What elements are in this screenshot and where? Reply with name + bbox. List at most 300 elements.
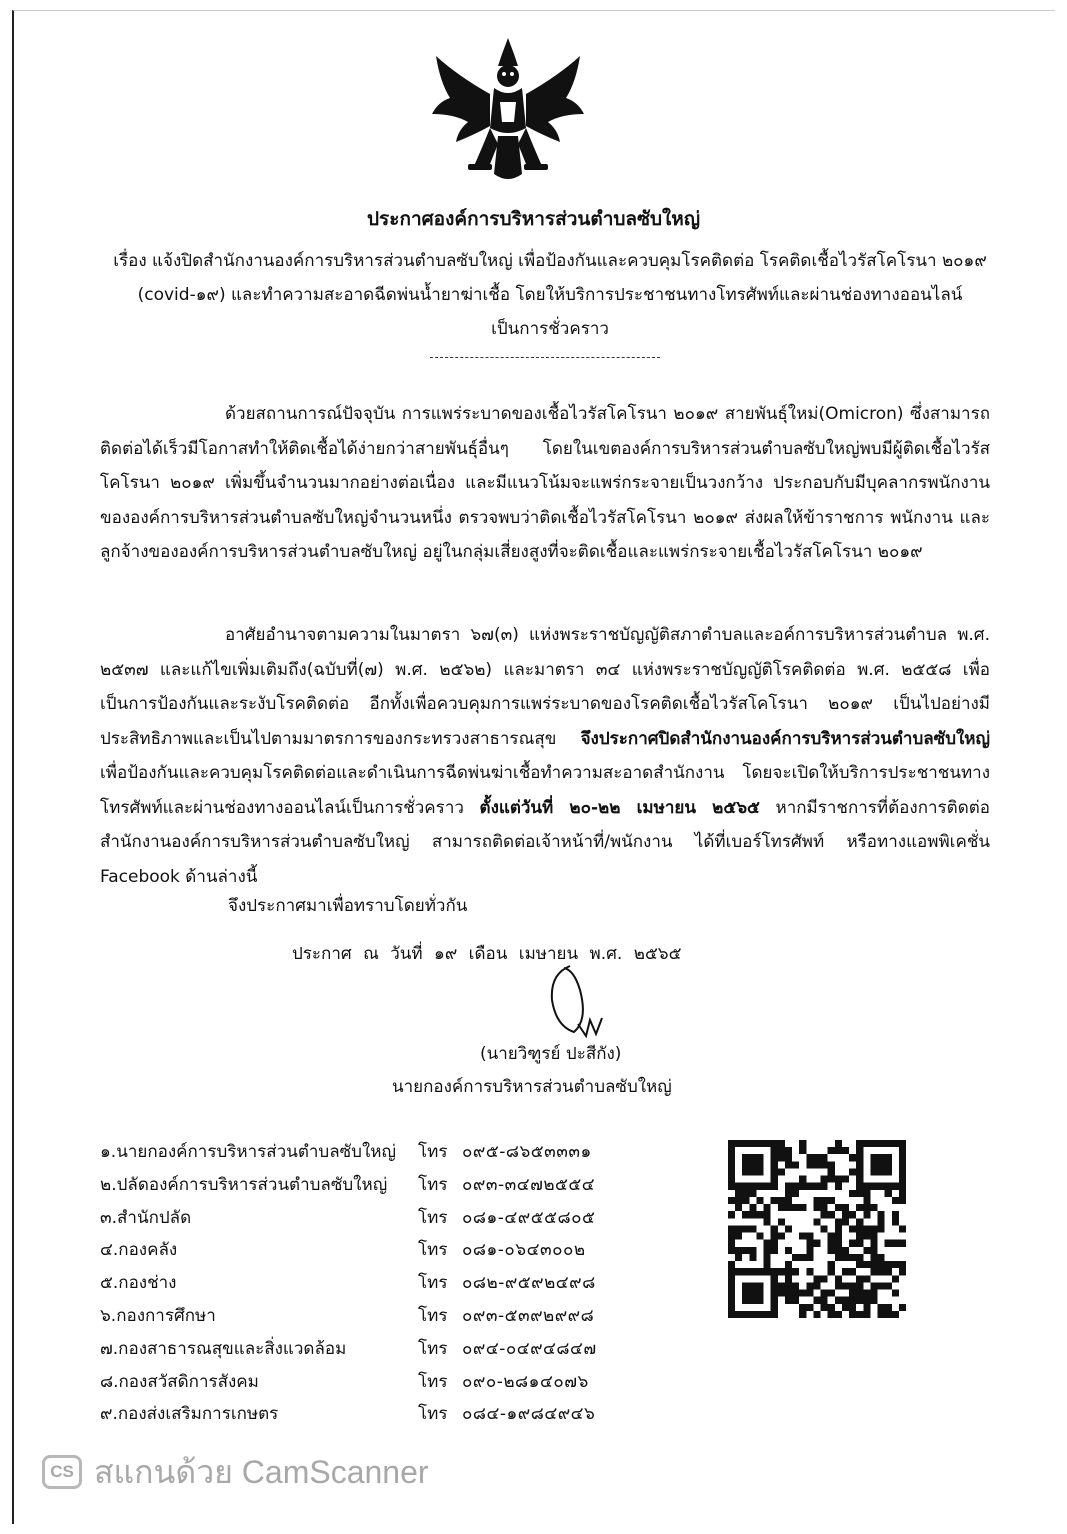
qr-module — [749, 1190, 756, 1197]
qr-module — [899, 1261, 906, 1268]
qr-module — [742, 1183, 749, 1190]
qr-module — [878, 1268, 885, 1275]
qr-module — [856, 1168, 863, 1175]
qr-module — [885, 1304, 892, 1311]
qr-module — [856, 1161, 863, 1168]
qr-module — [870, 1282, 877, 1289]
qr-module — [863, 1190, 870, 1197]
garuda-emblem-icon — [428, 36, 588, 186]
qr-module — [842, 1218, 849, 1225]
qr-module — [778, 1154, 785, 1161]
qr-module — [813, 1197, 820, 1204]
qr-module — [771, 1197, 778, 1204]
qr-module — [806, 1247, 813, 1254]
contact-phone: ๐๙๓-๕๓๙๒๙๙๘ — [462, 1305, 595, 1326]
qr-module — [785, 1247, 792, 1254]
qr-module — [885, 1154, 892, 1161]
qr-module — [771, 1247, 778, 1254]
qr-module — [771, 1161, 778, 1168]
qr-module — [785, 1154, 792, 1161]
qr-module — [856, 1275, 863, 1282]
paragraph-authority-text-3: หากมีราชการที่ต้องการติดต่อสำนักงานองค์การบริหารส่วนตำบลซับใหญ่ สามารถติดต่อเจ้าหน้าที่/พนักงาน ได้ที่เบอร์โทรศัพท์ หรือทางแอพพิเคชั่น Facebook ด้านล่างนี้ — [100, 797, 990, 887]
qr-module — [728, 1275, 735, 1282]
qr-module — [728, 1233, 735, 1240]
qr-module — [735, 1247, 742, 1254]
qr-module — [764, 1204, 771, 1211]
qr-module — [849, 1297, 856, 1304]
qr-module — [764, 1140, 771, 1147]
qr-module — [742, 1190, 749, 1197]
qr-module — [735, 1190, 742, 1197]
contact-tel-label: โทร — [418, 1404, 448, 1425]
qr-module — [892, 1290, 899, 1297]
qr-module — [892, 1240, 899, 1247]
qr-module — [778, 1197, 785, 1204]
contact-name: ๘.กองสวัสดิการสังคม — [100, 1371, 259, 1392]
qr-module — [856, 1282, 863, 1289]
qr-module — [806, 1268, 813, 1275]
contact-tel-label: โทร — [418, 1371, 448, 1392]
qr-module — [821, 1197, 828, 1204]
qr-module — [878, 1261, 885, 1268]
qr-module — [870, 1183, 877, 1190]
qr-module — [828, 1240, 835, 1247]
qr-module — [764, 1261, 771, 1268]
qr-module — [821, 1183, 828, 1190]
qr-module — [885, 1240, 892, 1247]
qr-module — [806, 1282, 813, 1289]
qr-module — [842, 1211, 849, 1218]
qr-module — [828, 1147, 835, 1154]
qr-module — [856, 1225, 863, 1232]
qr-module — [856, 1218, 863, 1225]
qr-module — [735, 1254, 742, 1261]
contact-phone: ๐๙๔-๐๔๙๔๘๔๗ — [462, 1338, 597, 1359]
qr-module — [835, 1311, 842, 1318]
contact-name: ๒.ปลัดองค์การบริหารส่วนตำบลซับใหญ่ — [100, 1174, 388, 1195]
qr-module — [899, 1176, 906, 1183]
qr-module — [863, 1225, 870, 1232]
qr-module — [870, 1268, 877, 1275]
qr-module — [771, 1147, 778, 1154]
qr-module — [749, 1154, 756, 1161]
qr-module — [856, 1154, 863, 1161]
qr-module — [878, 1168, 885, 1175]
qr-module — [856, 1183, 863, 1190]
qr-module — [806, 1183, 813, 1190]
qr-module — [885, 1183, 892, 1190]
qr-module — [771, 1268, 778, 1275]
contact-row — [100, 1400, 620, 1433]
qr-module — [849, 1168, 856, 1175]
qr-module — [778, 1290, 785, 1297]
announcement-subject: เรื่อง แจ้งปิดสำนักงานองค์การบริหารส่วนตำบลซับใหญ่ เพื่อป้องกันและควบคุมโรคติดต่อ โรคติดเชื้อไวรัสโคโรนา ๒๐๑๙ (covid-๑๙) และทำความสะอาดฉีดพ่นน้ำยาฆ่าเชื้อ โดยให้บริการประชาชนทางโทรศัพท์และผ่านช่องทางออนไลน์ เป็นการชั่วคราว — [113, 251, 987, 339]
qr-module — [749, 1311, 756, 1318]
qr-module — [785, 1225, 792, 1232]
camscanner-watermark — [42, 1452, 429, 1492]
qr-module — [863, 1247, 870, 1254]
qr-module — [735, 1204, 742, 1211]
qr-module — [742, 1297, 749, 1304]
qr-module — [735, 1197, 742, 1204]
qr-module — [885, 1311, 892, 1318]
qr-module — [813, 1154, 820, 1161]
qr-module — [899, 1183, 906, 1190]
qr-module — [749, 1268, 756, 1275]
qr-module — [799, 1176, 806, 1183]
closing-line: จึงประกาศมาเพื่อทราบโดยทั่วกัน — [228, 896, 468, 916]
qr-module — [756, 1297, 763, 1304]
qr-module — [856, 1147, 863, 1154]
qr-module — [742, 1197, 749, 1204]
qr-module — [849, 1190, 856, 1197]
qr-module — [742, 1268, 749, 1275]
contact-phone: ๐๙๐-๒๘๑๔๐๗๖ — [462, 1371, 589, 1392]
signer-name: (นายวิฑูรย์ ปะสีกัง) — [480, 1044, 622, 1064]
qr-module — [756, 1197, 763, 1204]
camscanner-watermark-text: สแกนด้วย CamScanner — [94, 1453, 429, 1490]
qr-module — [892, 1261, 899, 1268]
qr-module — [742, 1282, 749, 1289]
contact-row — [100, 1204, 620, 1237]
qr-module — [821, 1297, 828, 1304]
contact-row — [100, 1171, 620, 1204]
qr-module — [849, 1311, 856, 1318]
qr-module — [856, 1190, 863, 1197]
contact-name: ๖.กองการศึกษา — [100, 1305, 216, 1326]
qr-module — [835, 1218, 842, 1225]
qr-module — [764, 1211, 771, 1218]
qr-module — [899, 1197, 906, 1204]
qr-module — [735, 1140, 742, 1147]
qr-module — [735, 1233, 742, 1240]
qr-module — [778, 1268, 785, 1275]
qr-module — [756, 1140, 763, 1147]
qr-module — [870, 1154, 877, 1161]
qr-module — [771, 1183, 778, 1190]
qr-module — [742, 1311, 749, 1318]
qr-module — [749, 1290, 756, 1297]
qr-module — [870, 1161, 877, 1168]
qr-module — [849, 1225, 856, 1232]
qr-module — [785, 1268, 792, 1275]
qr-module — [870, 1168, 877, 1175]
qr-module — [756, 1290, 763, 1297]
qr-module — [863, 1297, 870, 1304]
qr-module — [728, 1211, 735, 1218]
handwritten-signature — [530, 960, 620, 1040]
qr-module — [828, 1311, 835, 1318]
qr-module — [870, 1240, 877, 1247]
qr-module — [863, 1290, 870, 1297]
qr-module — [842, 1147, 849, 1154]
paragraph-authority — [100, 618, 990, 894]
qr-module — [878, 1183, 885, 1190]
qr-module — [792, 1204, 799, 1211]
qr-module — [799, 1140, 806, 1147]
qr-module — [863, 1304, 870, 1311]
qr-module — [842, 1247, 849, 1254]
contact-list — [100, 1138, 620, 1433]
qr-module — [728, 1183, 735, 1190]
contact-phone: ๐๘๔-๑๙๘๔๙๔๖ — [462, 1404, 596, 1425]
qr-module — [821, 1176, 828, 1183]
qr-module — [835, 1225, 842, 1232]
qr-module — [892, 1211, 899, 1218]
qr-module — [863, 1261, 870, 1268]
qr-module — [821, 1161, 828, 1168]
qr-module — [728, 1225, 735, 1232]
contact-phone: ๐๙๕-๘๖๕๓๓๓๑ — [462, 1142, 592, 1162]
qr-module — [785, 1183, 792, 1190]
qr-module — [813, 1240, 820, 1247]
qr-module — [863, 1197, 870, 1204]
qr-module — [728, 1311, 735, 1318]
qr-module — [792, 1183, 799, 1190]
camscanner-logo-icon: CS — [42, 1455, 82, 1489]
qr-module — [878, 1161, 885, 1168]
qr-module — [821, 1290, 828, 1297]
qr-module — [749, 1211, 756, 1218]
qr-module — [799, 1147, 806, 1154]
qr-module — [771, 1290, 778, 1297]
qr-module — [870, 1140, 877, 1147]
contact-name: ๙.กองส่งเสริมการเกษตร — [100, 1404, 279, 1425]
qr-module — [856, 1140, 863, 1147]
qr-module — [849, 1290, 856, 1297]
contact-tel-label: โทร — [418, 1338, 448, 1359]
qr-module — [735, 1183, 742, 1190]
qr-module — [828, 1290, 835, 1297]
paragraph-situation: ด้วยสถานการณ์ปัจจุบัน การแพร่ระบาดของเชื้อไวรัสโคโรนา ๒๐๑๙ สายพันธุ์ใหม่(Omicron) ซึ่งสามารถติดต่อได้เร็วมีโอกาสทำให้ติดเชื้อได้ง่ายกว่าสายพันธุ์อื่นๆ โดยในเขตองค์การบริหารส่วนตำบลซับใหญ่พบมีผู้ติดเชื้อไวรัสโคโรนา ๒๐๑๙ เพิ่มขึ้นจำนวนมากอย่างต่อเนื่อง และมีแนวโน้มจะแพร่กระจายเป็นวงกว้าง ประกอบกับมีบุคลากรพนักงานขององค์การบริหารส่วนตำบลซับใหญ่จำนวนหนึ่ง ตรวจพบว่าติดเชื้อไวรัสโคโรนา ๒๐๑๙ ส่งผลให้ข้าราชการ พนักงาน และลูกจ้างขององค์การบริหารส่วนตำบลซับใหญ่ อยู่ในกลุ่มเสี่ยงสูงที่จะติดเชื้อและแพร่กระจายเชื้อไวรัสโคโรนา ๒๐๑๙ — [100, 404, 990, 562]
qr-module — [771, 1311, 778, 1318]
qr-module — [849, 1211, 856, 1218]
qr-module — [885, 1190, 892, 1197]
qr-module — [870, 1204, 877, 1211]
qr-module — [828, 1304, 835, 1311]
qr-module — [878, 1154, 885, 1161]
qr-module — [828, 1168, 835, 1175]
qr-module — [856, 1240, 863, 1247]
qr-module — [778, 1140, 785, 1147]
qr-module — [728, 1161, 735, 1168]
qr-module — [856, 1311, 863, 1318]
contact-tel-label: โทร — [418, 1305, 448, 1326]
contact-row — [100, 1138, 620, 1171]
qr-module — [870, 1225, 877, 1232]
qr-module — [835, 1204, 842, 1211]
contact-tel-label: โทร — [418, 1240, 448, 1261]
contact-phone: ๐๘๒-๙๕๙๒๔๙๘ — [462, 1273, 596, 1294]
qr-module — [785, 1204, 792, 1211]
contact-phone: ๐๘๑-๐๖๔๓๐๐๒ — [462, 1240, 586, 1261]
qr-module — [885, 1282, 892, 1289]
contact-name: ๕.กองช่าง — [100, 1273, 177, 1294]
contact-tel-label: โทร — [418, 1142, 448, 1162]
qr-module — [778, 1147, 785, 1154]
qr-module — [899, 1240, 906, 1247]
qr-module — [870, 1254, 877, 1261]
qr-module — [885, 1268, 892, 1275]
qr-module — [764, 1311, 771, 1318]
qr-module — [792, 1297, 799, 1304]
qr-module — [785, 1161, 792, 1168]
qr-module — [849, 1304, 856, 1311]
qr-module — [806, 1161, 813, 1168]
qr-module — [742, 1154, 749, 1161]
qr-module — [799, 1254, 806, 1261]
qr-module — [878, 1304, 885, 1311]
qr-module — [742, 1290, 749, 1297]
qr-module — [778, 1282, 785, 1289]
qr-module — [835, 1233, 842, 1240]
qr-module — [870, 1290, 877, 1297]
qr-module — [892, 1275, 899, 1282]
qr-module — [899, 1154, 906, 1161]
qr-module — [785, 1190, 792, 1197]
qr-module — [892, 1197, 899, 1204]
contact-row — [100, 1368, 620, 1401]
qr-module — [878, 1254, 885, 1261]
qr-module — [799, 1290, 806, 1297]
qr-module — [899, 1168, 906, 1175]
qr-module — [870, 1297, 877, 1304]
qr-module — [821, 1304, 828, 1311]
qr-module — [728, 1261, 735, 1268]
qr-module — [771, 1275, 778, 1282]
qr-module — [735, 1311, 742, 1318]
contact-name: ๑.นายกองค์การบริหารส่วนตำบลซับใหญ่ — [100, 1142, 396, 1162]
qr-module — [863, 1183, 870, 1190]
qr-module — [742, 1211, 749, 1218]
contact-phone: ๐๘๑-๔๙๕๕๘๐๕ — [462, 1207, 596, 1228]
qr-module — [756, 1268, 763, 1275]
announcement-date: ประกาศ ณ วันที่ ๑๙ เดือน เมษายน พ.ศ. ๒๕๖๕ — [292, 944, 682, 964]
qr-module — [899, 1161, 906, 1168]
qr-module — [849, 1268, 856, 1275]
qr-module — [728, 1282, 735, 1289]
qr-module — [771, 1225, 778, 1232]
qr-module — [878, 1211, 885, 1218]
qr-module — [863, 1275, 870, 1282]
qr-module — [828, 1161, 835, 1168]
qr-module — [749, 1254, 756, 1261]
qr-module — [870, 1233, 877, 1240]
qr-module — [821, 1154, 828, 1161]
qr-module — [835, 1247, 842, 1254]
qr-module — [835, 1254, 842, 1261]
qr-module — [899, 1225, 906, 1232]
qr-module — [735, 1268, 742, 1275]
qr-module — [728, 1240, 735, 1247]
qr-module — [856, 1176, 863, 1183]
qr-module — [828, 1268, 835, 1275]
qr-module — [785, 1261, 792, 1268]
qr-module — [742, 1140, 749, 1147]
closure-announcement-bold: จึงประกาศปิดสำนักงานองค์การบริหารส่วนตำบลซับใหญ่ — [580, 728, 990, 749]
qr-module — [835, 1176, 842, 1183]
qr-module — [771, 1168, 778, 1175]
qr-module — [842, 1254, 849, 1261]
qr-module — [899, 1147, 906, 1154]
qr-module — [771, 1176, 778, 1183]
qr-module — [728, 1290, 735, 1297]
qr-module — [806, 1290, 813, 1297]
qr-module — [878, 1311, 885, 1318]
qr-module — [849, 1282, 856, 1289]
qr-module — [892, 1218, 899, 1225]
qr-code-icon[interactable] — [728, 1140, 906, 1318]
qr-module — [756, 1282, 763, 1289]
qr-module — [899, 1268, 906, 1275]
qr-module — [771, 1240, 778, 1247]
qr-module — [742, 1161, 749, 1168]
qr-module — [771, 1233, 778, 1240]
qr-module — [899, 1140, 906, 1147]
qr-module — [828, 1247, 835, 1254]
qr-module — [813, 1282, 820, 1289]
qr-module — [778, 1233, 785, 1240]
qr-module — [764, 1254, 771, 1261]
qr-module — [799, 1304, 806, 1311]
qr-module — [785, 1147, 792, 1154]
qr-module — [728, 1297, 735, 1304]
qr-module — [892, 1311, 899, 1318]
qr-module — [835, 1297, 842, 1304]
qr-module — [756, 1233, 763, 1240]
qr-module — [842, 1204, 849, 1211]
qr-module — [828, 1197, 835, 1204]
qr-module — [792, 1268, 799, 1275]
qr-module — [849, 1254, 856, 1261]
qr-module — [764, 1183, 771, 1190]
qr-module — [842, 1282, 849, 1289]
qr-module — [785, 1290, 792, 1297]
qr-module — [764, 1240, 771, 1247]
qr-module — [749, 1183, 756, 1190]
qr-module — [813, 1311, 820, 1318]
paragraph-authority-text-1: อาศัยอำนาจตามความในมาตรา ๖๗(๓) แห่งพระราชบัญญัติสภาตำบลและอค์การบริหารส่วนตำบล พ.ศ. ๒๕๓๗ และแก้ไขเพิ่มเติมถึง(ฉบับที่(๗) พ.ศ. ๒๕๖๒) และมาตรา ๓๔ แห่งพระราชบัญญัติโรคติดต่อ พ.ศ. ๒๕๕๘ เพื่อเป็นการป้องกันและระงับโรคติดต่อ อีกทั้งเพื่อควบคุมการแพร่ระบาดของโรคติดเชื้อไวรัสโคโรนา ๒๐๑๙ เป็นไปอย่างมีประสิทธิภาพและเป็นไปตามมาตรการของกระทรวงสาธารณสุข — [100, 625, 990, 749]
qr-module — [856, 1204, 863, 1211]
qr-module — [728, 1168, 735, 1175]
qr-module — [849, 1240, 856, 1247]
divider — [430, 357, 660, 358]
qr-module — [835, 1183, 842, 1190]
qr-module — [813, 1204, 820, 1211]
qr-module — [742, 1247, 749, 1254]
qr-module — [764, 1218, 771, 1225]
qr-module — [749, 1247, 756, 1254]
qr-module — [849, 1154, 856, 1161]
contact-name: ๔.กองคลัง — [100, 1240, 178, 1261]
qr-module — [728, 1268, 735, 1275]
qr-module — [863, 1211, 870, 1218]
qr-module — [828, 1211, 835, 1218]
qr-module — [785, 1282, 792, 1289]
qr-module — [742, 1225, 749, 1232]
qr-module — [728, 1176, 735, 1183]
qr-module — [885, 1261, 892, 1268]
qr-module — [756, 1211, 763, 1218]
qr-module — [749, 1168, 756, 1175]
signer-title: นายกองค์การบริหารส่วนตำบลซับใหญ่ — [392, 1077, 672, 1097]
qr-module — [828, 1233, 835, 1240]
qr-module — [842, 1268, 849, 1275]
qr-module — [749, 1297, 756, 1304]
contact-row — [100, 1335, 620, 1368]
contact-row — [100, 1269, 620, 1302]
qr-module — [792, 1282, 799, 1289]
